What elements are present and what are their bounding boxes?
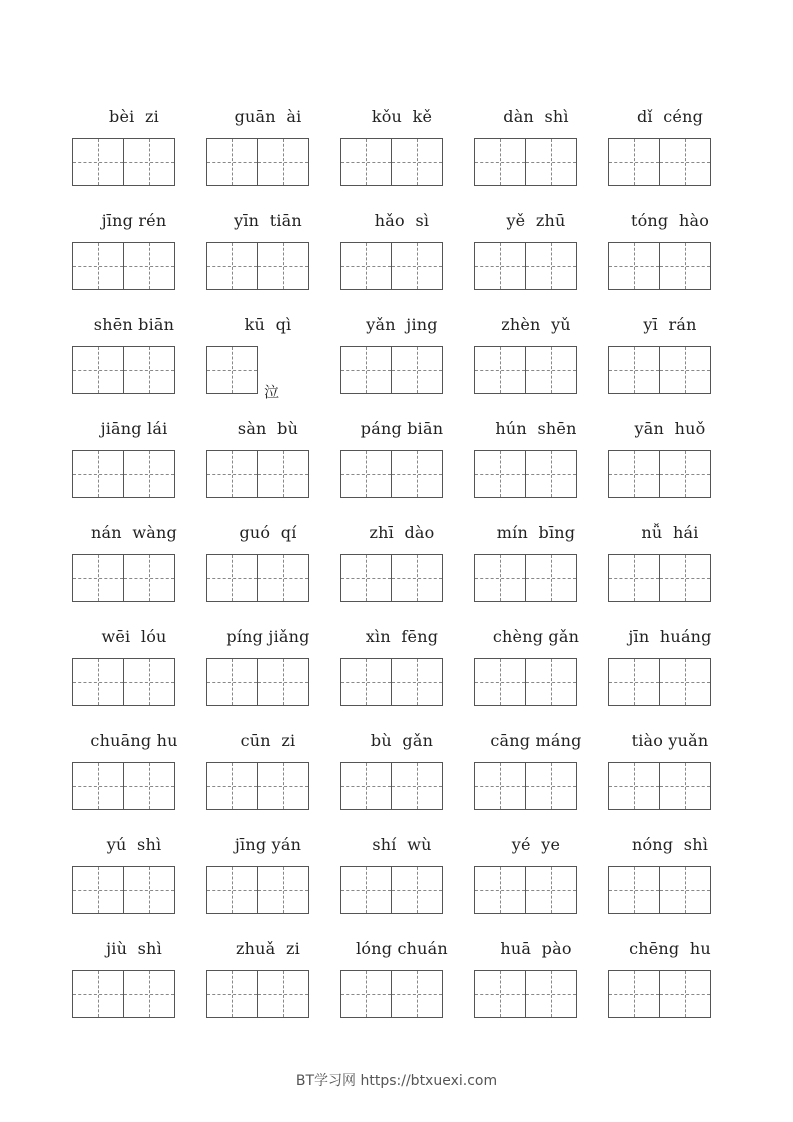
pinyin-label: wēi lóu — [101, 627, 167, 646]
tianzige-box[interactable] — [474, 970, 526, 1018]
tianzige-box[interactable] — [608, 450, 660, 498]
pinyin-label: yě zhū — [506, 211, 566, 230]
tianzige-box[interactable] — [608, 658, 660, 706]
exercise-item — [469, 101, 603, 201]
pinyin-label: píng jiǎng — [226, 627, 310, 646]
footer-watermark: BT学习网 https://btxuexi.com — [295, 1073, 498, 1089]
tianzige-box[interactable] — [340, 658, 392, 706]
exercise-item — [469, 621, 603, 721]
tianzige-box[interactable] — [72, 138, 124, 186]
pinyin-label: jīng rén — [101, 211, 167, 230]
pinyin-label: dǐ céng — [636, 107, 704, 126]
tianzige-box[interactable] — [608, 138, 660, 186]
tianzige-box[interactable] — [608, 866, 660, 914]
writing-boxes — [608, 866, 710, 914]
pinyin-label: lóng chuán — [356, 939, 448, 958]
writing-boxes — [474, 970, 576, 1018]
writing-boxes — [206, 866, 308, 914]
pinyin-label: nǚ hái — [641, 523, 699, 542]
exercise-item — [335, 205, 469, 305]
tianzige-box[interactable] — [608, 346, 660, 394]
pinyin-label: zhèn yǔ — [501, 315, 571, 334]
exercise-item — [201, 205, 335, 305]
exercise-item — [67, 413, 201, 513]
tianzige-box[interactable] — [123, 138, 175, 186]
pinyin-label: mín bīng — [496, 523, 576, 542]
writing-boxes — [608, 450, 710, 498]
pinyin-label: nóng shì — [631, 835, 709, 854]
tianzige-box[interactable] — [525, 346, 577, 394]
writing-boxes — [340, 554, 442, 602]
writing-boxes — [608, 970, 710, 1018]
tianzige-box[interactable] — [123, 346, 175, 394]
exercise-item — [335, 517, 469, 617]
exercise-item — [335, 309, 469, 409]
pinyin-label: kū qì — [244, 315, 292, 334]
writing-boxes — [608, 346, 710, 394]
tianzige-box[interactable] — [340, 138, 392, 186]
tianzige-box[interactable] — [206, 346, 258, 394]
tianzige-box[interactable] — [72, 762, 124, 810]
exercise-item — [67, 205, 201, 305]
writing-boxes — [72, 242, 174, 290]
tianzige-box[interactable] — [608, 554, 660, 602]
exercise-item — [67, 517, 201, 617]
pinyin-label: hǎo sì — [374, 211, 430, 230]
writing-boxes — [72, 970, 174, 1018]
tianzige-box[interactable] — [525, 658, 577, 706]
exercise-item — [67, 725, 201, 825]
exercise-item — [201, 517, 335, 617]
exercise-item — [67, 933, 201, 1033]
pinyin-label: dàn shì — [503, 107, 569, 126]
tianzige-box[interactable] — [257, 242, 309, 290]
exercise-item — [603, 101, 737, 201]
writing-boxes — [206, 242, 308, 290]
tianzige-box[interactable] — [391, 554, 443, 602]
pinyin-label: yé ye — [511, 835, 561, 854]
tianzige-box[interactable] — [257, 658, 309, 706]
exercise-item — [469, 725, 603, 825]
hint-character: 泣 — [264, 383, 280, 401]
tianzige-box[interactable] — [659, 554, 711, 602]
exercise-item — [603, 205, 737, 305]
exercise-item — [335, 933, 469, 1033]
writing-boxes — [474, 554, 576, 602]
tianzige-box[interactable] — [525, 970, 577, 1018]
writing-boxes — [340, 242, 442, 290]
writing-boxes — [72, 658, 174, 706]
exercise-item — [603, 413, 737, 513]
writing-boxes — [206, 138, 308, 186]
tianzige-box[interactable] — [391, 762, 443, 810]
writing-boxes — [340, 450, 442, 498]
writing-boxes — [72, 138, 174, 186]
tianzige-box[interactable] — [659, 450, 711, 498]
tianzige-box[interactable] — [391, 970, 443, 1018]
exercise-item — [67, 309, 201, 409]
tianzige-box[interactable] — [206, 866, 258, 914]
tianzige-box[interactable] — [123, 970, 175, 1018]
tianzige-box[interactable] — [525, 450, 577, 498]
tianzige-box[interactable] — [391, 450, 443, 498]
tianzige-box[interactable] — [659, 970, 711, 1018]
tianzige-box[interactable] — [340, 242, 392, 290]
tianzige-box[interactable] — [659, 658, 711, 706]
exercise-item — [67, 621, 201, 721]
exercise-item — [603, 829, 737, 929]
tianzige-box[interactable] — [525, 866, 577, 914]
tianzige-box[interactable] — [206, 762, 258, 810]
exercise-item — [67, 829, 201, 929]
tianzige-box[interactable] — [206, 138, 258, 186]
writing-boxes — [340, 658, 442, 706]
pinyin-label: yú shì — [106, 835, 162, 854]
tianzige-box[interactable] — [123, 242, 175, 290]
pinyin-label: nán wàng — [91, 523, 177, 542]
pinyin-label: jīng yán — [234, 835, 302, 854]
exercise-item — [469, 829, 603, 929]
tianzige-box[interactable] — [123, 658, 175, 706]
pinyin-label: yī rán — [643, 315, 697, 334]
exercise-item — [469, 933, 603, 1033]
writing-boxes — [206, 554, 308, 602]
tianzige-box[interactable] — [340, 346, 392, 394]
tianzige-box[interactable] — [257, 970, 309, 1018]
tianzige-box[interactable] — [257, 866, 309, 914]
tianzige-box[interactable] — [257, 450, 309, 498]
tianzige-box[interactable] — [257, 138, 309, 186]
pinyin-label: zhuǎ zi — [236, 939, 300, 958]
exercise-item — [335, 101, 469, 201]
tianzige-box[interactable] — [608, 242, 660, 290]
pinyin-label: yīn tiān — [234, 211, 302, 230]
tianzige-box[interactable] — [659, 242, 711, 290]
pinyin-label: yǎn jing — [366, 315, 438, 334]
pinyin-label: jiāng lái — [100, 419, 168, 438]
tianzige-box[interactable] — [340, 554, 392, 602]
pinyin-label: guó qí — [239, 523, 297, 542]
writing-boxes — [340, 970, 442, 1018]
tianzige-box[interactable] — [123, 866, 175, 914]
writing-boxes — [340, 138, 442, 186]
tianzige-box[interactable] — [72, 450, 124, 498]
writing-boxes — [608, 242, 710, 290]
tianzige-box[interactable] — [391, 658, 443, 706]
writing-boxes — [474, 242, 576, 290]
exercise-item — [201, 933, 335, 1033]
writing-boxes — [474, 866, 576, 914]
writing-boxes — [72, 866, 174, 914]
tianzige-box[interactable] — [340, 970, 392, 1018]
pinyin-label: cāng máng — [490, 731, 582, 750]
pinyin-label: zhī dào — [369, 523, 435, 542]
exercise-item — [603, 621, 737, 721]
writing-boxes — [474, 450, 576, 498]
tianzige-box[interactable] — [72, 866, 124, 914]
pinyin-label: shí wù — [372, 835, 432, 854]
writing-boxes — [608, 554, 710, 602]
tianzige-box[interactable] — [608, 762, 660, 810]
writing-boxes — [340, 346, 442, 394]
exercise-item — [603, 517, 737, 617]
tianzige-box[interactable] — [391, 138, 443, 186]
tianzige-box[interactable] — [525, 762, 577, 810]
writing-boxes — [608, 658, 710, 706]
tianzige-box[interactable] — [72, 554, 124, 602]
tianzige-box[interactable] — [123, 554, 175, 602]
writing-boxes — [72, 762, 174, 810]
writing-boxes — [206, 450, 308, 498]
writing-boxes — [72, 450, 174, 498]
tianzige-box[interactable] — [474, 658, 526, 706]
writing-boxes — [72, 346, 174, 394]
writing-boxes — [206, 346, 257, 394]
tianzige-box[interactable] — [391, 866, 443, 914]
pinyin-label: shēn biān — [93, 315, 175, 334]
tianzige-box[interactable] — [659, 138, 711, 186]
pinyin-label: chèng gǎn — [492, 627, 580, 646]
tianzige-box[interactable] — [474, 762, 526, 810]
pinyin-label: jīn huáng — [628, 627, 712, 646]
tianzige-box[interactable] — [257, 762, 309, 810]
tianzige-box[interactable] — [474, 346, 526, 394]
exercise-item — [201, 101, 335, 201]
tianzige-box[interactable] — [206, 554, 258, 602]
exercise-item — [603, 309, 737, 409]
tianzige-box[interactable] — [206, 970, 258, 1018]
tianzige-box[interactable] — [391, 242, 443, 290]
exercise-item — [335, 829, 469, 929]
exercise-item — [603, 933, 737, 1033]
tianzige-box[interactable] — [474, 242, 526, 290]
pinyin-label: jiù shì — [106, 939, 162, 958]
tianzige-box[interactable] — [474, 866, 526, 914]
tianzige-box[interactable] — [474, 138, 526, 186]
writing-boxes — [474, 658, 576, 706]
writing-boxes — [474, 762, 576, 810]
tianzige-box[interactable] — [123, 762, 175, 810]
pinyin-label: bù gǎn — [370, 731, 434, 750]
tianzige-box[interactable] — [659, 762, 711, 810]
tianzige-box[interactable] — [525, 554, 577, 602]
writing-boxes — [474, 346, 576, 394]
writing-boxes — [608, 138, 710, 186]
writing-boxes — [206, 970, 308, 1018]
exercise-item — [201, 413, 335, 513]
exercise-item — [335, 725, 469, 825]
tianzige-box[interactable] — [659, 346, 711, 394]
tianzige-box[interactable] — [206, 242, 258, 290]
exercise-item — [335, 621, 469, 721]
tianzige-box[interactable] — [72, 242, 124, 290]
exercise-item — [603, 725, 737, 825]
tianzige-box[interactable] — [525, 242, 577, 290]
tianzige-box[interactable] — [123, 450, 175, 498]
pinyin-label: cūn zi — [240, 731, 296, 750]
pinyin-label: páng biān — [360, 419, 444, 438]
pinyin-label: hún shēn — [495, 419, 577, 438]
writing-boxes — [206, 658, 308, 706]
tianzige-box[interactable] — [206, 450, 258, 498]
pinyin-label: yān huǒ — [634, 419, 706, 438]
exercise-item — [469, 309, 603, 409]
exercise-item — [469, 205, 603, 305]
tianzige-box[interactable] — [340, 762, 392, 810]
pinyin-label: bèi zi — [109, 107, 159, 126]
writing-boxes — [206, 762, 308, 810]
pinyin-label: xìn fēng — [365, 627, 439, 646]
tianzige-box[interactable] — [72, 658, 124, 706]
tianzige-box[interactable] — [391, 346, 443, 394]
tianzige-box[interactable] — [608, 970, 660, 1018]
exercise-item — [67, 101, 201, 201]
pinyin-label: kǒu kě — [371, 107, 433, 126]
exercise-item — [469, 517, 603, 617]
tianzige-box[interactable] — [257, 554, 309, 602]
exercise-item — [469, 413, 603, 513]
exercise-item — [335, 413, 469, 513]
tianzige-box[interactable] — [206, 658, 258, 706]
tianzige-box[interactable] — [525, 138, 577, 186]
exercise-item — [201, 725, 335, 825]
pinyin-label: chuāng hu — [90, 731, 178, 750]
pinyin-label: tóng hào — [630, 211, 710, 230]
pinyin-label: chēng hu — [629, 939, 711, 958]
tianzige-box[interactable] — [474, 554, 526, 602]
exercise-item — [201, 829, 335, 929]
tianzige-box[interactable] — [659, 866, 711, 914]
tianzige-box[interactable] — [340, 450, 392, 498]
tianzige-box[interactable] — [72, 970, 124, 1018]
tianzige-box[interactable] — [340, 866, 392, 914]
writing-boxes — [474, 138, 576, 186]
exercise-item — [201, 309, 335, 409]
pinyin-label: sàn bù — [237, 419, 299, 438]
pinyin-label: tiào yuǎn — [631, 731, 709, 750]
writing-boxes — [72, 554, 174, 602]
writing-boxes — [340, 762, 442, 810]
writing-boxes — [340, 866, 442, 914]
pinyin-label: guān ài — [234, 107, 302, 126]
pinyin-label: huā pào — [500, 939, 572, 958]
tianzige-box[interactable] — [72, 346, 124, 394]
tianzige-box[interactable] — [474, 450, 526, 498]
exercise-item — [201, 621, 335, 721]
writing-boxes — [608, 762, 710, 810]
